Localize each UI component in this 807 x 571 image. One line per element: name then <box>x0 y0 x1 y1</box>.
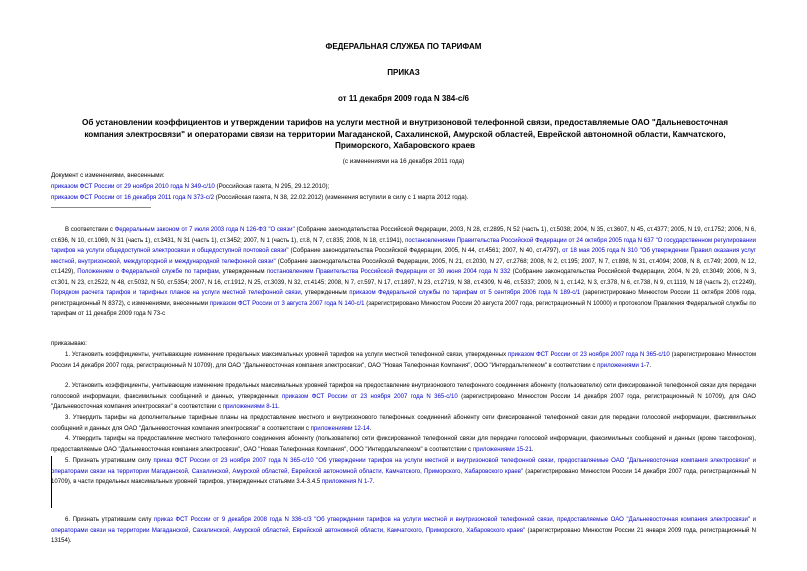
preamble-text: (Собрание законодательства Российской Федерации, 2005, N 44, ст.4561; 2007, N 40, ст.4797), <box>288 248 563 254</box>
law-link[interactable]: Положением о Федеральной службе по тарифам <box>77 269 219 275</box>
doc-change-text: (Российская газета, N 295, 29.12.2010); <box>214 183 330 190</box>
item-link[interactable]: приложениями 15-21 <box>472 446 532 453</box>
item-link[interactable]: приложения N 1-7 <box>321 479 373 485</box>
doc-change-item <box>51 192 751 203</box>
preamble-text: , утвержденным <box>300 290 350 296</box>
item-text: 3. Утвердить тарифы на дополнительные тарифные планы на предоставление местного и внутризонового телефонных соединений абоненту сети фиксированной телефонной связи для передачи голосовой информации, факсимильных сообщений и данных для ОАО "Дальневосточная компания электросвязи" в соответствии с <box>51 415 756 432</box>
item-link[interactable]: приказом ФСТ России от 23 ноября 2007 года N 365-с/10 <box>507 352 670 358</box>
item-text: 6. Признать утратившим силу <box>65 517 155 523</box>
doc-changes-list <box>51 170 751 203</box>
order-label: приказываю: <box>51 341 87 347</box>
document-title <box>50 117 760 152</box>
item-text: 5. Признать утратившим силу <box>65 458 154 464</box>
order-item-6 <box>51 515 756 547</box>
item-text: . <box>369 425 372 432</box>
item-link[interactable]: приложениями 1-7 <box>597 362 650 369</box>
item-text: (зарегистрировано Минюстом России 14 декабря 2007 года, регистрационный N 10709), для ОАО "Дальневосточная компания электросвязи" в соответствии с <box>51 393 756 410</box>
law-link[interactable]: Федеральным законом от 7 июля 2003 года N 126-ФЗ "О связи" <box>114 227 295 233</box>
item-text: . <box>649 362 652 369</box>
item-link[interactable]: приказом ФСТ России от 23 ноября 2007 года N 365-с/10 <box>282 393 458 400</box>
title-line: Приморского, Хабаровского краев <box>334 141 476 150</box>
preamble-text: В соответствии с <box>65 227 115 233</box>
order-item-4 <box>51 434 756 455</box>
law-link[interactable]: постановлениями Правительства Российской Федерации от 24 октября 2005 года N 637 "О государственном регулировании тарифов на услуги общедоступной электросвязи и общедоступной почтовой связи" <box>51 237 756 254</box>
item-text: 1. Установить коэффициенты, учитывающие изменение предельных максимальных уровней тарифов на услуги местной телефонной связи, утвержденных <box>65 352 508 358</box>
law-link[interactable]: постановлением Правительства Российской Федерации от 30 июня 2004 года N 332 <box>266 269 511 275</box>
item-link[interactable]: приложениями 8-11 <box>222 404 278 410</box>
law-link[interactable]: приказом Федеральной службы по тарифам от 5 сентября 2006 года N 189-с/1 <box>349 290 581 296</box>
doc-change-item <box>51 181 751 192</box>
preamble-text: (Собрание законодательства Российской Федерации, 2004, N 29, ст.3049; 2006, N 3, ст.301, N 23, ст.2522, N 48, ст.5032, N 50, ст.5354; 2007, N 16, ст.1912, N 25, ст.3039, N 32, ст.4145; 2008, N 7, ст.597, N 17, ст.1897, N 23, ст.2719, N 38, ст.4309, N 46, ст.5337; 2009, N 1, ст.142, N 3, ст.378, N 6, ст.738, N 9, ст.1119, N 18 (часть 2), ст.2249), <box>51 269 756 286</box>
item-text: (зарегистрировано Минюстом России 21 января 2009 года, регистрационный N 13154). <box>51 527 757 544</box>
item-text: 4. Утвердить тарифы на предоставление местного телефонного соединения абоненту (пользователю) сети фиксированной телефонной связи для передачи голосовой информации, факсимильных сообщений и данных (кроме таксофонов), предоставляемые ОАО "Дальневосточная компания электросвязи", ОАО "Новая Телефонная Компания", ООО "Интердальтелеком" в соответствии с <box>51 436 756 453</box>
preamble-text: (зарегистрировано Минюстом России 20 августа 2007 года, регистрационный N 10000) и протоколом Правления Федеральной службы по тарифам от 11 декабря 2009 года N 73-с <box>51 300 756 317</box>
item-text: . <box>372 479 375 485</box>
title-line: Об установлении коэффициентов и утверждении тарифов на услуги местной и внутризоновой телефонной связи, предоставляемые ОАО "Дальневосточная <box>81 118 729 127</box>
preamble-text: , утвержденным <box>218 269 267 275</box>
agency-heading: ФЕДЕРАЛЬНАЯ СЛУЖБА ПО ТАРИФАМ <box>325 42 482 51</box>
doc-changes-label: Документ с изменениями, внесенными: <box>51 172 165 179</box>
item-text: (зарегистрировано Минюстом России 14 декабря 2007 года, регистрационный N 10709), для ОАО "Дальневосточная компания электросвязи", ОАО "Новая Телефонная Компания", ООО "Интердальтелеком" в соответствии с <box>51 352 756 369</box>
preamble-paragraph <box>51 225 756 320</box>
doc-type-heading: ПРИКАЗ <box>387 68 420 77</box>
preamble-text: (зарегистрировано Минюстом России 11 октября 2006 года, регистрационный N 8372), с изменениями, внесенными <box>51 290 756 307</box>
divider <box>51 207 151 208</box>
item-text: (зарегистрировано Минюстом России 14 декабря 2007 года, регистрационный N 10709), в части предельных максимальных уровней тарифов, утвержденных статьями 3.4-3.4.5 <box>51 468 756 485</box>
item-link[interactable]: приложениями 12-14 <box>310 425 370 432</box>
doc-change-link[interactable]: приказом ФСТ России от 29 ноября 2010 года N 349-с/10 <box>51 183 215 190</box>
order-item-3 <box>51 413 756 434</box>
title-line: компания электросвязи" и операторами связи на территории Магаданской, Сахалинской, Амурской областей, Еврейской автономной области, Камчатского, <box>84 129 726 139</box>
item-link[interactable]: приказ ФСТ России от 9 декабря 2008 года N 336-с/3 "Об утверждении тарифов на услуги местной и внутризоновой телефонной связи, предоставляемые ОАО "Дальневосточная компания электросвязи" и операторами связи на территории Магаданской, Сахалинской, Амурской областей, Еврейской автономной области, Камчатского, Приморского, Хабаровского краев" <box>51 517 756 534</box>
item-link[interactable]: приказ ФСТ России от 23 ноября 2007 года N 365-с/10 "Об утверждении тарифов на услуги местной и внутризоновой телефонной связи, предоставляемые ОАО "Дальневосточная компания электросвязи" и операторами связи на территории Магаданской, Сахалинской, Амурской областей, Еврейской автономной области, Камчатского, Приморского, Хабаровского краев" <box>51 458 756 475</box>
preamble-text: (Собрание законодательства Российской Федерации, 2003, N 28, ст.2895, N 52 (часть 1), ст.5038; 2004, N 35, ст.3607, N 45, ст.4377; 2005, N 19, ст.1752; 2006, N 6, ст.636, N 10, ст.1069, N 31 (часть 1), ст.3431, N 31 (часть 1), ст.3452; 2007, N 1 (часть 1), ст.8, N 7, ст.835; 2008, N 18, ст.1941), <box>51 227 756 244</box>
order-item-5 <box>51 456 756 488</box>
doc-date-heading: от 11 декабря 2009 года N 384-с/6 <box>337 94 469 103</box>
item-text: . <box>277 404 280 410</box>
order-item-2 <box>51 381 756 413</box>
order-item-1 <box>51 350 756 371</box>
doc-change-text: (Российская газета, N 38, 22.02.2012) (изменения вступили в силу с 1 марта 2012 года). <box>214 194 469 201</box>
preamble-text: (Собрание законодательства Российской Федерации, 2005, N 21, ст.2030, N 27, ст.2768; 2008, N 2, ст.195; 2007, N 7, ст.898, N 31, ст.4094; 2008, N 8, ст.749; 2009, N 12, ст.1429), <box>51 258 757 275</box>
law-link[interactable]: от 18 мая 2005 года N 310 "Об утверждении Правил оказания услуг местной, внутризоновой, междугородной и международной телефонной связи" <box>51 248 757 265</box>
law-link[interactable]: приказом ФСТ России от 3 августа 2007 года N 140-с/1 <box>209 300 365 307</box>
item-text: 2. Установить коэффициенты, учитывающие изменение предельных максимальных уровней тарифов на предоставление внутризонового телефонного соединения абоненту (пользователю) сети фиксированной телефонной связи для передачи голосовой информации, факсимильных сообщений и данных, утвержденных <box>51 383 756 400</box>
law-link[interactable]: Порядком расчета тарифов и тарифных планов на услуги местной телефонной связи <box>51 290 301 296</box>
changes-note: (с изменениями на 16 декабря 2011 года) <box>342 158 465 165</box>
doc-change-link[interactable]: приказом ФСТ России от 16 декабря 2011 года N 373-с/2 <box>51 194 215 201</box>
item-text: . <box>531 446 534 453</box>
